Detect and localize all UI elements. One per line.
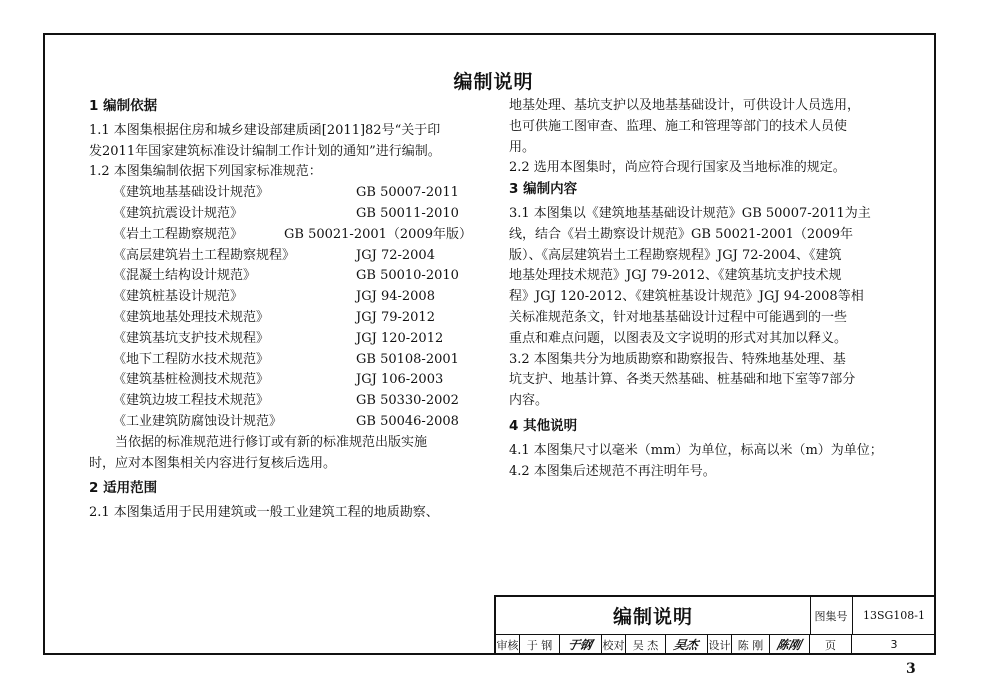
designer-name: 陈 刚 — [732, 634, 770, 655]
revise-note-line1: 当依据的标准规范进行修订或有新的标准规范出版实施 — [115, 434, 428, 450]
s2-1-cont3: 用。 — [509, 139, 536, 155]
page-title: 编制说明 — [453, 71, 534, 93]
s1-1-line2: 发2011年国家建筑标准设计编制工作计划的通知”进行编制。 — [89, 143, 441, 159]
s3-1-l1: 3.1 本图集以《建筑地基基础设计规范》GB 50007-2011为主 — [509, 205, 871, 221]
s3-1-l2: 线，结合《岩土勘察设计规范》GB 50021-2001（2009年 — [509, 226, 853, 242]
checker-signature-text: 吴杰 — [672, 638, 700, 652]
check-label: 校对 — [602, 634, 626, 655]
standard-name: 《高层建筑岩土工程勘察规程》 — [113, 247, 296, 263]
standard-code: JGJ 79-2012 — [356, 309, 435, 325]
standard-code: JGJ 120-2012 — [356, 330, 444, 346]
standard-code: JGJ 72-2004 — [356, 247, 435, 263]
standard-row — [89, 329, 472, 350]
standard-row — [89, 370, 472, 391]
title-block-signatures — [496, 634, 936, 655]
reviewer-name: 于 钢 — [520, 634, 560, 655]
standard-row — [89, 391, 472, 412]
standard-name: 《工业建筑防腐蚀设计规范》 — [113, 413, 283, 429]
standard-name: 《地下工程防水技术规范》 — [113, 351, 270, 367]
standard-row — [89, 183, 472, 204]
standard-name: 《建筑边坡工程技术规范》 — [113, 393, 270, 409]
s3-1-l4: 地基处理技术规范》JGJ 79-2012、《建筑基坑支护技术规 — [509, 268, 842, 284]
standard-row — [89, 350, 472, 371]
standard-name: 《岩土工程勘察规范》 — [113, 226, 244, 242]
reviewer-signature-text: 于钢 — [566, 638, 594, 652]
s2-2: 2.2 选用本图集时，尚应符合现行国家及当地标准的规定。 — [509, 160, 846, 176]
title-block-top — [496, 597, 936, 635]
standard-name: 《建筑桩基设计规范》 — [113, 289, 244, 305]
s1-2-line: 1.2 本图集编制依据下列国家标准规范： — [89, 164, 322, 180]
designer-signature-text: 陈刚 — [775, 638, 803, 652]
atlas-number: 13SG108-1 — [862, 609, 926, 622]
standard-row — [89, 204, 472, 225]
reviewer-signature — [560, 634, 602, 655]
title-block — [494, 595, 936, 655]
s3-1-l5: 程》JGJ 120-2012、《建筑桩基设计规范》JGJ 94-2008等相 — [509, 289, 864, 305]
page-label: 页 — [810, 634, 852, 655]
standard-code: GB 50046-2008 — [356, 413, 459, 429]
standard-code: GB 50007-2011 — [356, 185, 459, 201]
s3-1-l3: 版）、《高层建筑岩土工程勘察规程》JGJ 72-2004、《建筑 — [509, 247, 842, 263]
standard-row — [89, 246, 472, 267]
standard-row — [89, 266, 472, 287]
s3-1-l7: 重点和难点问题，以图表及文字说明的形式对其加以释义。 — [509, 330, 848, 346]
design-label: 设计 — [708, 634, 732, 655]
s3-2-l1: 3.2 本图集共分为地质勘察和勘察报告、特殊地基处理、基 — [509, 351, 846, 367]
standard-name: 《建筑地基基础设计规范》 — [113, 185, 270, 201]
s4-1: 4.1 本图集尺寸以毫米（mm）为单位，标高以米（m）为单位； — [509, 442, 883, 458]
section-4-heading: 4 其他说明 — [509, 417, 578, 434]
revise-note-line2: 时，应对本图集相关内容进行复核后选用。 — [89, 455, 337, 471]
s3-2-l3: 内容。 — [509, 393, 549, 409]
s3-1-l6: 关标准规范条文，针对地基基础设计过程中可能遇到的一些 — [509, 309, 848, 325]
standard-name: 《建筑抗震设计规范》 — [113, 205, 244, 221]
page-value: 3 — [890, 638, 898, 651]
section-2-heading: 2 适用范围 — [89, 480, 158, 497]
standard-row — [89, 287, 472, 308]
s3-2-l2: 坑支护、地基计算、各类天然基础、桩基础和地下室等7部分 — [509, 372, 856, 388]
checker-signature — [666, 634, 708, 655]
standard-code: JGJ 94-2008 — [356, 289, 435, 305]
standard-code: GB 50330-2002 — [356, 393, 459, 409]
standard-row — [89, 225, 472, 246]
standard-code: GB 50011-2010 — [356, 205, 459, 221]
standard-code: GB 50010-2010 — [356, 268, 459, 284]
s1-1-line1: 1.1 本图集根据住房和城乡建设部建质函[2011]82号“关于印 — [89, 122, 441, 138]
standard-code: JGJ 106-2003 — [356, 372, 444, 388]
s2-1-line1: 2.1 本图集适用于民用建筑或一般工业建筑工程的地质勘察、 — [89, 505, 439, 521]
left-column — [89, 96, 472, 524]
standards-list — [89, 183, 472, 433]
atlas-number-label: 图集号 — [810, 597, 853, 634]
right-column — [509, 96, 885, 482]
standard-name: 《建筑地基处理技术规范》 — [113, 309, 270, 325]
standard-name: 《建筑基桩检测技术规范》 — [113, 372, 270, 388]
standard-row — [89, 412, 472, 433]
section-1-heading: 1 编制依据 — [89, 98, 158, 114]
standard-name: 《混凝土结构设计规范》 — [113, 268, 257, 284]
standard-code: GB 50108-2001 — [356, 351, 459, 367]
title-block-title: 编制说明 — [496, 597, 811, 634]
s4-2: 4.2 本图集后述规范不再注明年号。 — [509, 463, 716, 479]
s2-1-cont1: 地基处理、基坑支护以及地基基础设计，可供设计人员选用， — [509, 98, 861, 113]
section-3-heading: 3 编制内容 — [509, 181, 578, 198]
designer-signature — [770, 634, 810, 655]
s2-1-cont2: 也可供施工图审查、监理、施工和管理等部门的技术人员使 — [509, 118, 848, 134]
review-label: 审核 — [496, 634, 520, 655]
checker-name: 吴 杰 — [626, 634, 666, 655]
standard-row — [89, 308, 472, 329]
standard-name: 《建筑基坑支护技术规程》 — [113, 330, 270, 346]
standard-code: GB 50021-2001（2009年版） — [284, 226, 472, 242]
page-number: 3 — [906, 661, 916, 677]
